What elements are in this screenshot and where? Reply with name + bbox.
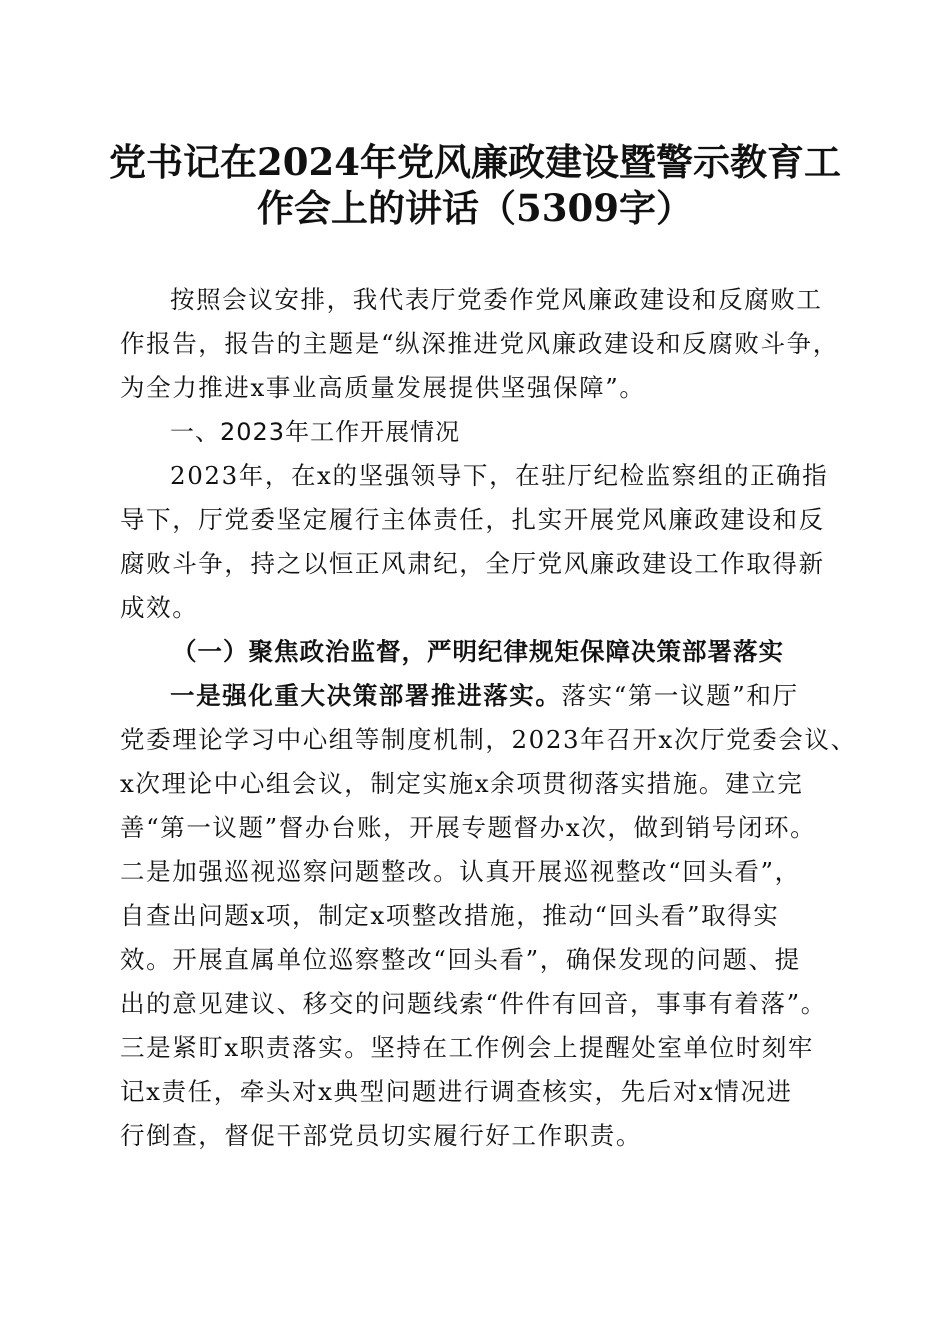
paragraph-2-line-3: 腐败斗争，持之以恒正风肃纪，全厅党风廉政建设工作取得新 bbox=[120, 549, 825, 578]
paragraph-1-line-1: 按照会议安排，我代表厅党委作党风廉政建设和反腐败工 bbox=[170, 285, 823, 314]
paragraph-2-line-2: 导下，厅党委坚定履行主体责任，扎实开展党风廉政建设和反 bbox=[120, 505, 825, 534]
paragraph-1-line-3: 为全力推进x事业高质量发展提供坚强保障”。 bbox=[120, 373, 646, 402]
paragraph-3-line-8: 出的意见建议、移交的问题线索“件件有回音，事事有着落”。 bbox=[120, 989, 827, 1018]
paragraph-3-line-4: 善“第一议题”督办台账，开展专题督办x次，做到销号闭环。 bbox=[120, 813, 817, 842]
paragraph-3-line-1 bbox=[170, 680, 799, 712]
paragraph-3-lead-phrase: 一是强化重大决策部署推进落实。 bbox=[170, 681, 562, 710]
paragraph-3-line-7: 效。开展直属单位巡察整改“回头看”，确保发现的问题、提 bbox=[120, 945, 801, 974]
paragraph-2-line-4: 成效。 bbox=[120, 593, 199, 622]
paragraph-1-line-2: 作报告，报告的主题是“纵深推进党风廉政建设和反腐败斗争， bbox=[120, 329, 839, 358]
paragraph-3-line-1-rest: 落实“第一议题”和厅 bbox=[561, 681, 799, 710]
paragraph-3-line-2: 党委理论学习中心组等制度机制，2023年召开x次厅党委会议、 bbox=[120, 725, 857, 754]
paragraph-3-line-11: 行倒查，督促干部党员切实履行好工作职责。 bbox=[120, 1121, 642, 1150]
document-title-line-1: 党书记在2024年党风廉政建设暨警示教育工 bbox=[109, 140, 841, 184]
paragraph-3-line-6: 自查出问题x项，制定x项整改措施，推动“回头看”取得实 bbox=[120, 901, 780, 930]
paragraph-3-line-3: x次理论中心组会议，制定实施x余项贯彻落实措施。建立完 bbox=[120, 769, 804, 798]
paragraph-3-line-9: 三是紧盯x职责落实。坚持在工作例会上提醒处室单位时刻牢 bbox=[120, 1033, 815, 1062]
document-title-line-2: 作会上的讲话（5309字） bbox=[257, 186, 693, 230]
section-1-heading: 一、2023年工作开展情况 bbox=[170, 418, 461, 446]
subsection-1-heading: （一）聚焦政治监督，严明纪律规矩保障决策部署落实 bbox=[172, 637, 784, 666]
paragraph-3-line-5: 二是加强巡视巡察问题整改。认真开展巡视整改“回头看”， bbox=[120, 857, 801, 886]
paragraph-2-line-1: 2023年，在x的坚强领导下，在驻厅纪检监察组的正确指 bbox=[170, 461, 829, 490]
paragraph-3-line-10: 记x责任，牵头对x典型问题进行调查核实，先后对x情况进 bbox=[120, 1077, 793, 1106]
